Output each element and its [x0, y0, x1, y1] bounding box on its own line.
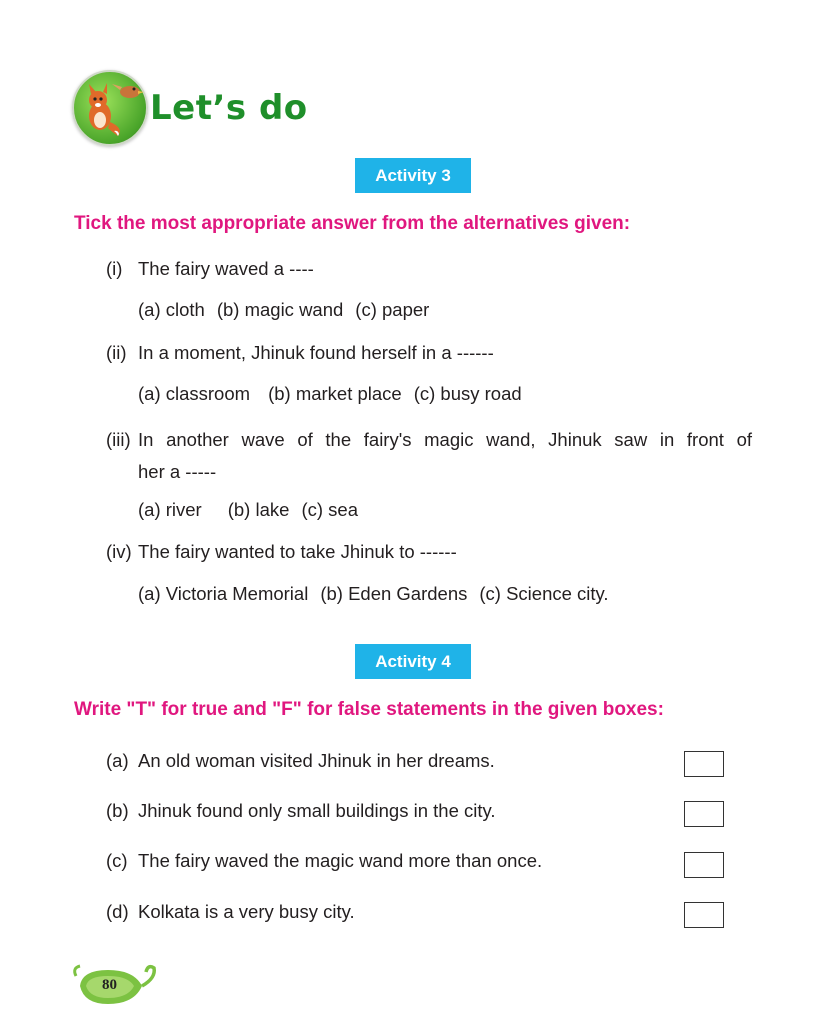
question-text-continued: her a -----: [138, 461, 217, 482]
statement-a: [106, 750, 495, 772]
statement-text: The fairy waved the magic wand more than once.: [138, 850, 543, 871]
question-text: The fairy waved a ----: [138, 258, 314, 279]
activity-4-badge: Activity 4: [355, 644, 471, 679]
question-number: (ii): [106, 342, 127, 363]
page-title: Let’s do: [150, 88, 308, 128]
option[interactable]: (b) market place: [268, 383, 402, 404]
statement-letter: (d): [106, 901, 129, 922]
options-iv: [138, 583, 621, 605]
question-number: (iii): [106, 429, 131, 450]
option[interactable]: (a) cloth: [138, 299, 205, 320]
statement-letter: (c): [106, 850, 128, 871]
question-ii: [106, 342, 494, 364]
bird-icon: [112, 84, 144, 98]
statement-letter: (b): [106, 800, 129, 821]
statement-d: [106, 901, 355, 923]
activity-3-badge: Activity 3: [355, 158, 471, 193]
option[interactable]: (c) sea: [301, 499, 358, 520]
question-number: (i): [106, 258, 123, 279]
answer-box-a[interactable]: [684, 751, 724, 777]
question-text: In a moment, Jhinuk found herself in a ------: [138, 342, 494, 363]
lets-do-logo: [72, 70, 148, 146]
statement-b: [106, 800, 496, 822]
statement-c: [106, 850, 542, 872]
fox-icon: [89, 83, 120, 136]
question-text: The fairy wanted to take Jhinuk to ------: [138, 541, 457, 562]
statement-text: An old woman visited Jhinuk in her dreams.: [138, 750, 495, 771]
fox-bird-icon: [72, 70, 148, 146]
activity-4-instruction: Write "T" for true and "F" for false statements in the given boxes:: [74, 699, 664, 720]
option[interactable]: (c) Science city.: [479, 583, 609, 604]
options-iii: [138, 499, 370, 521]
statement-letter: (a): [106, 750, 129, 771]
option[interactable]: (c) busy road: [413, 383, 522, 404]
answer-box-b[interactable]: [684, 801, 724, 827]
option[interactable]: (b) lake: [227, 499, 290, 520]
option[interactable]: (a) classroom: [138, 383, 251, 404]
option[interactable]: (b) Eden Gardens: [320, 583, 468, 604]
question-text: In another wave of the fairy's magic wand, Jhinuk saw in front of: [138, 429, 752, 450]
page-number: 80: [102, 977, 117, 993]
question-i: [106, 258, 314, 280]
question-iv: [106, 541, 457, 563]
statement-text: Jhinuk found only small buildings in the city.: [138, 800, 496, 821]
option[interactable]: (c) paper: [355, 299, 430, 320]
statement-text: Kolkata is a very busy city.: [138, 901, 355, 922]
option[interactable]: (a) river: [138, 499, 202, 520]
options-i: [138, 299, 441, 321]
options-ii: [138, 383, 534, 405]
option[interactable]: (b) magic wand: [216, 299, 344, 320]
question-number: (iv): [106, 541, 132, 562]
option[interactable]: (a) Victoria Memorial: [138, 583, 309, 604]
answer-box-d[interactable]: [684, 902, 724, 928]
answer-box-c[interactable]: [684, 852, 724, 878]
activity-3-instruction: Tick the most appropriate answer from the alternatives given:: [74, 213, 631, 234]
